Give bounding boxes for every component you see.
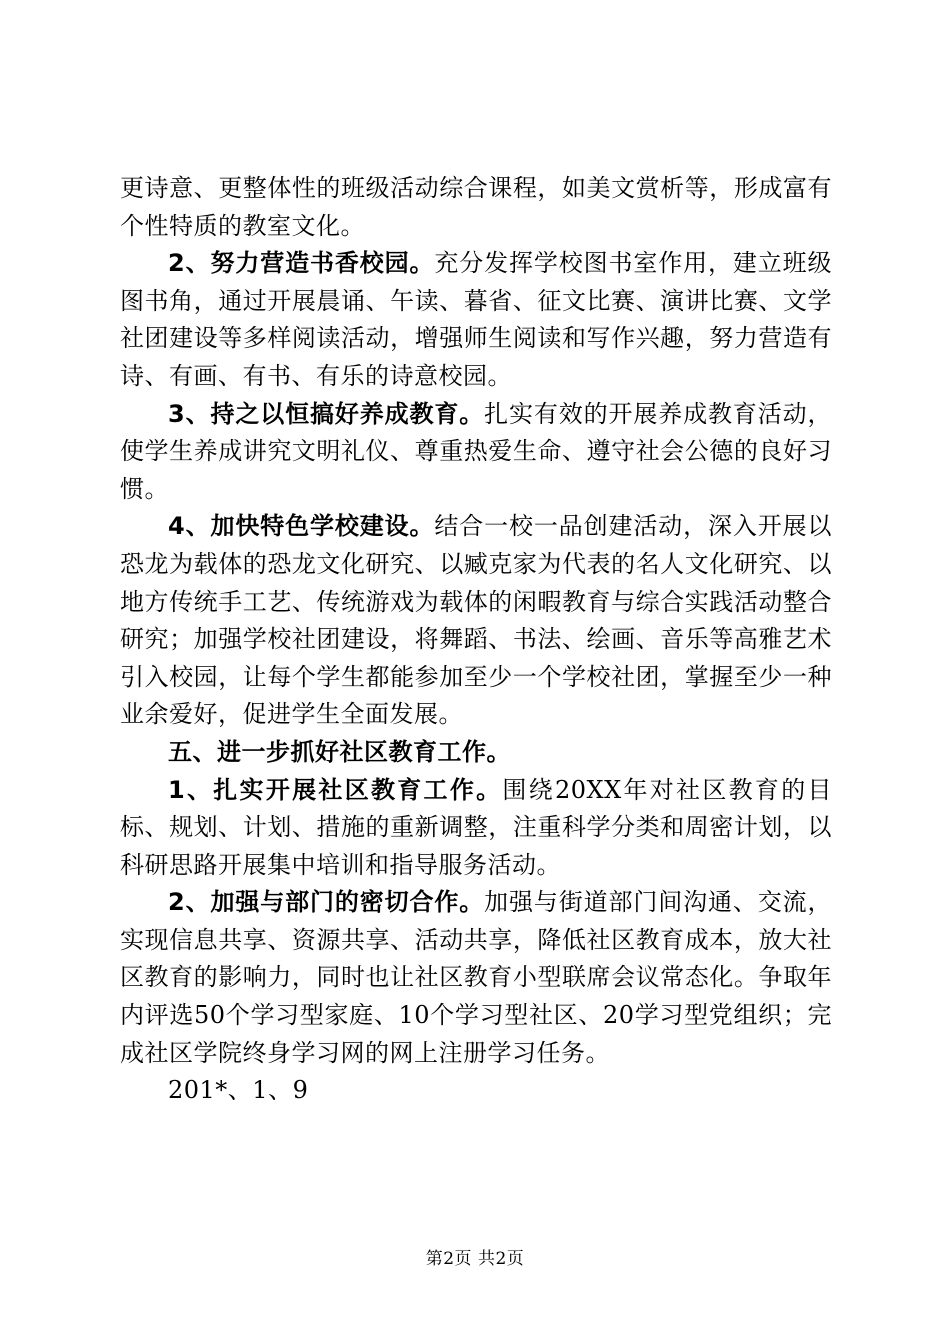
paragraph-featured-school (120, 508, 832, 734)
paragraph-community-work (120, 772, 832, 885)
paragraph-text: 更诗意、更整体性的班级活动综合课程，如美文赏析等，形成富有个性特质的教室文化。 (120, 174, 832, 240)
page-number-label: 第2页 共2页 (425, 1249, 525, 1269)
document-date (120, 1072, 832, 1110)
paragraph-text: 充分发挥学校图书室作用，建立班级图书角，通过开展晨诵、午读、暮省、征文比赛、演讲比赛、文学社团建设等多样阅读活动，增强师生阅读和写作兴趣，努力营造有诗、有画、有书、有乐的诗意校园。 (120, 249, 832, 390)
paragraph-heading: 1、扎实开展社区教育工作。 (168, 775, 503, 804)
section-heading: 五、进一步抓好社区教育工作。 (168, 737, 511, 766)
paragraph-text: 加强与街道部门间沟通、交流，实现信息共享、资源共享、活动共享，降低社区教育成本，放大社区教育的影响力，同时也让社区教育小型联席会议常态化。争取年内评选50个学习型家庭、10个学习型社区、20学习型党组织；完成社区学院终身学习网的网上注册学习任务。 (120, 888, 833, 1067)
paragraph-department-cooperation (120, 884, 832, 1072)
paragraph-text: 结合一校一品创建活动，深入开展以恐龙为载体的恐龙文化研究、以臧克家为代表的名人文化研究、以地方传统手工艺、传统游戏为载体的闲暇教育与综合实践活动整合研究；加强学校社团建设，将舞蹈、书法、绘画、音乐等高雅艺术引入校园，让每个学生都能参加至少一个学校社团，掌握至少一种业余爱好，促进学生全面发展。 (120, 512, 832, 729)
paragraph-habit-education (120, 396, 832, 509)
paragraph-text: 扎实有效的开展养成教育活动，使学生养成讲究文明礼仪、尊重热爱生命、遵守社会公德的良好习惯。 (120, 399, 833, 503)
paragraph-heading: 4、加快特色学校建设。 (168, 512, 435, 541)
paragraph-continuation (120, 170, 832, 245)
paragraph-heading: 3、持之以恒搞好养成教育。 (168, 399, 485, 428)
document-body (120, 170, 832, 1110)
paragraph-text: 围绕20XX年对社区教育的目标、规划、计划、措施的重新调整，注重科学分类和周密计划，以科研思路开展集中培训和指导服务活动。 (120, 775, 832, 879)
page-footer (0, 1244, 950, 1269)
paragraph-heading: 2、加强与部门的密切合作。 (168, 888, 485, 917)
date-text: 201*、1、9 (168, 1076, 309, 1105)
paragraph-heading: 2、努力营造书香校园。 (168, 249, 435, 278)
paragraph-reading-campus (120, 245, 832, 395)
section-heading-community-education (120, 734, 832, 772)
